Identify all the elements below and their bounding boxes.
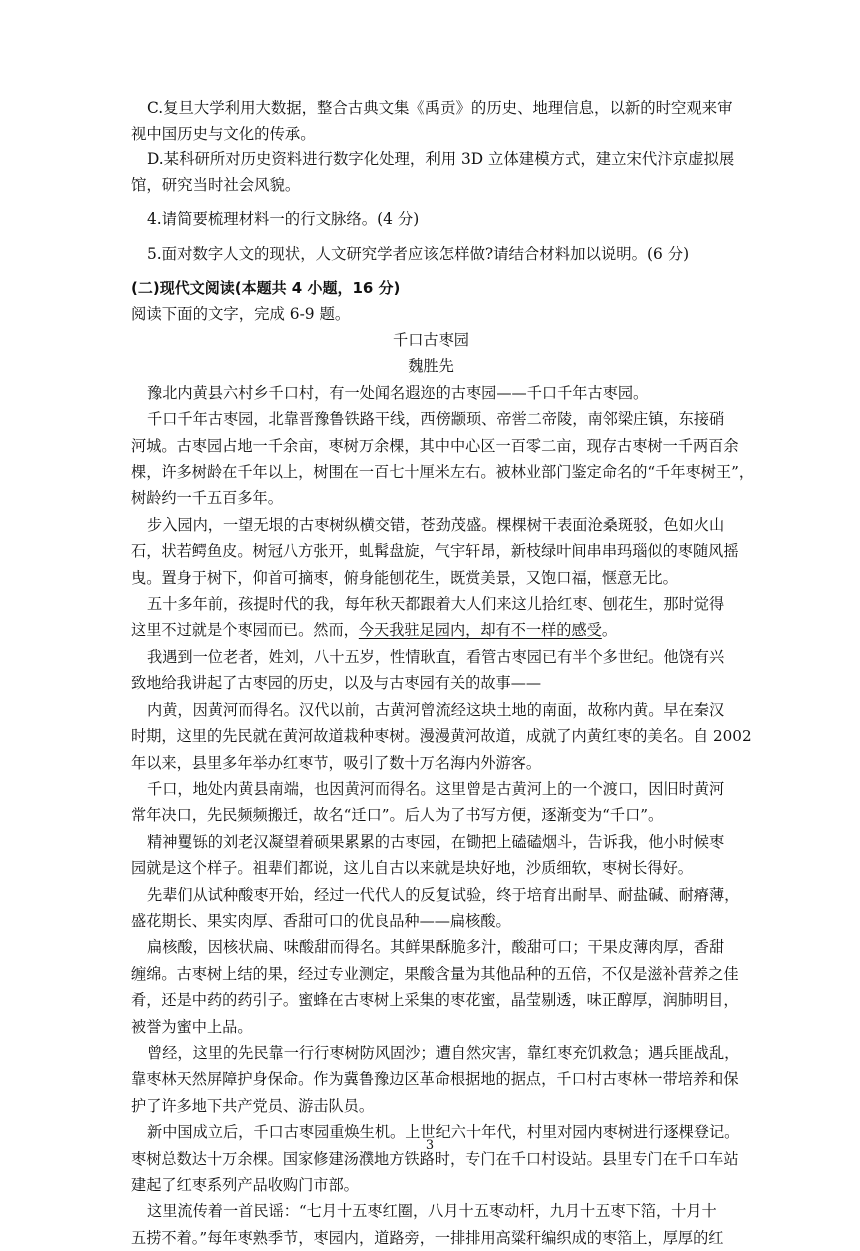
paragraph <box>131 512 739 591</box>
story <box>131 327 755 1251</box>
paragraph-line: 被誉为蜜中上品。 <box>131 1017 253 1036</box>
page-content <box>131 96 755 1251</box>
paragraph-line: 千口，地处内黄县南端，也因黄河而得名。这里曾是古黄河上的一个渡口，因旧时黄河 <box>147 779 725 798</box>
paragraph <box>131 644 731 697</box>
paragraph-line: 河城。古枣园占地一千余亩，枣树万余棵，其中中心区一百零二亩，现存古枣树一千两百余 <box>131 436 739 455</box>
option-d <box>131 147 735 198</box>
underlined-sentence: 今天我驻足园内，却有不一样的感受 <box>358 621 602 640</box>
paragraph <box>131 829 731 882</box>
paragraph-line: 曳。置身于树下，仰首可摘枣，俯身能刨花生，既赏美景，又饱口福，惬意无比。 <box>131 568 678 587</box>
paragraph-line: 五十多年前，孩提时代的我，每年秋天都跟着大人们来这儿拾红枣、刨花生，那时觉得 <box>147 595 725 614</box>
paragraph-line: 扁核酸，因核状扁、味酸甜而得名。其鲜果酥脆多汁，酸甜可口；干果皮薄肉厚，香甜 <box>147 938 725 957</box>
paragraph-line: 树龄约一千五百多年。 <box>131 489 283 508</box>
paragraph-line: 致地给我讲起了古枣园的历史，以及与古枣园有关的故事—— <box>131 674 542 693</box>
paragraph <box>131 776 731 829</box>
paragraph <box>131 934 739 1040</box>
paragraph-line: 我遇到一位老者，姓刘，八十五岁，性情耿直，看管古枣园已有半个多世纪。他饶有兴 <box>147 647 725 666</box>
paragraph-line: 曾经，这里的先民靠一行行枣树防风固沙；遭自然灾害，靠红枣充饥救急；遇兵匪战乱， <box>147 1043 740 1062</box>
paragraph-line: 常年决口，先民频频搬迁，故名“迁口”。后人为了书写方便，逐渐变为“千口”。 <box>131 806 664 825</box>
option-line: 馆，研究当时社会风貌。 <box>131 175 301 194</box>
paragraph <box>131 591 731 644</box>
section-heading: (二)现代文阅读(本题共 4 小题，16 分) <box>131 279 401 297</box>
paragraph-line: 千口千年古枣园，北靠晋豫鲁铁路干线，西傍颛顼、帝喾二帝陵，南邻梁庄镇，东接硝 <box>147 410 725 429</box>
paragraph-line: 五捞不着。”每年枣熟季节，枣园内，道路旁，一排排用高粱秆编织成的枣箔上，厚厚的红 <box>131 1228 724 1247</box>
paragraph-line: 靠枣林天然屏障护身保命。作为冀鲁豫边区革命根据地的据点，千口村古枣林一带培养和保 <box>131 1070 739 1089</box>
paragraph-line: 先辈们从试种酸枣开始，经过一代代人的反复试验，终于培育出耐旱、耐盐碱、耐瘠薄， <box>147 885 740 904</box>
option-line: D.某科研所对历史资料进行数字化处理，利用 3D 立体建模方式，建立宋代汴京虚拟展 <box>147 150 735 168</box>
option-c <box>131 96 731 147</box>
paragraph-line: 内黄，因黄河而得名。汉代以前，古黄河曾流经这块土地的南面，故称内黄。早在秦汉 <box>147 700 725 719</box>
story-title: 千口古枣园 <box>393 331 469 349</box>
text-segment: 这里不过就是个枣园而已。然而， <box>131 621 359 640</box>
text-segment: 。 <box>601 621 617 640</box>
paragraph-line <box>131 617 731 643</box>
paragraph-line: 护了许多地下共产党员、游击队员。 <box>131 1096 374 1115</box>
paragraph <box>131 882 740 935</box>
question-5: 5.面对数字人文的现状，人文研究学者应该怎样做?请结合材料加以说明。(6 分) <box>147 244 690 263</box>
paragraph-line: 园就是这个样子。祖辈们都说，这儿自古以来就是块好地，沙质细软，枣树长得好。 <box>131 859 693 878</box>
paragraph <box>131 1040 740 1119</box>
section-instruction: 阅读下面的文字，完成 6-9 题。 <box>131 304 351 323</box>
paragraph-line: 步入园内，一望无垠的古枣树纵横交错，苍劲茂盛。棵棵树干表面沧桑斑驳，色如火山 <box>147 515 725 534</box>
option-line: C.复旦大学利用大数据，整合古典文集《禹贡》的历史、地理信息，以新的时空观来审 <box>147 99 733 117</box>
option-line: 视中国历史与文化的传承。 <box>131 124 316 143</box>
paragraph-line: 精神矍铄的刘老汉凝望着硕果累累的古枣园，在锄把上磕磕烟斗，告诉我，他小时候枣 <box>147 832 725 851</box>
paragraph-line: 这里流传着一首民谣：“七月十五枣红圈，八月十五枣动杆，九月十五枣下箔，十月十 <box>147 1202 717 1221</box>
page-number: 3 <box>425 1138 435 1153</box>
paragraph-line: 肴，还是中药的药引子。蜜蜂在古枣树上采集的枣花蜜，晶莹剔透，味正醇厚，润肺明目， <box>131 991 739 1010</box>
story-author: 魏胜先 <box>408 357 454 376</box>
paragraph-line: 年以来，县里多年举办红枣节，吸引了数十万名海内外游客。 <box>131 753 542 772</box>
paragraph-line: 时期，这里的先民就在黄河故道栽种枣树。漫漫黄河故道，成就了内黄红枣的美名。自 2002 <box>131 727 752 746</box>
paragraph-line: 建起了红枣系列产品收购门市部。 <box>131 1176 359 1194</box>
paragraph <box>131 380 731 406</box>
paragraph <box>131 1198 731 1251</box>
paragraph <box>131 697 752 776</box>
paragraph <box>131 1119 740 1198</box>
paragraph-line: 枣树总数达十万余棵。国家修建汤濮地方铁路时，专门在千口村设站。县里专门在千口车站 <box>131 1149 739 1168</box>
question-4: 4.请简要梳理材料一的行文脉络。(4 分) <box>147 210 420 228</box>
paragraph-line: 盛花期长、果实肉厚、香甜可口的优良品种——扁核酸。 <box>131 911 511 930</box>
paragraph-line: 豫北内黄县六村乡千口村，有一处闻名遐迩的古枣园——千口千年古枣园。 <box>147 383 649 402</box>
paragraph-line: 棵，许多树龄在千年以上，树围在一百七十厘米左右。被林业部门鉴定命名的“千年枣树王”， <box>131 463 755 482</box>
paragraph-line: 缠绵。古枣树上结的果，经过专业测定，果酸含量为其他品种的五倍，不仅是滋补营养之佳 <box>131 964 739 983</box>
paragraph-line: 石，状若鳄鱼皮。树冠八方张开，虬髯盘旋，气宇轩昂，新枝绿叶间串串玛瑙似的枣随风摇 <box>131 542 739 561</box>
paragraph-line: 新中国成立后，千口古枣园重焕生机。上世纪六十年代，村里对园内枣树进行逐棵登记。 <box>147 1123 740 1142</box>
paragraph <box>131 406 755 512</box>
